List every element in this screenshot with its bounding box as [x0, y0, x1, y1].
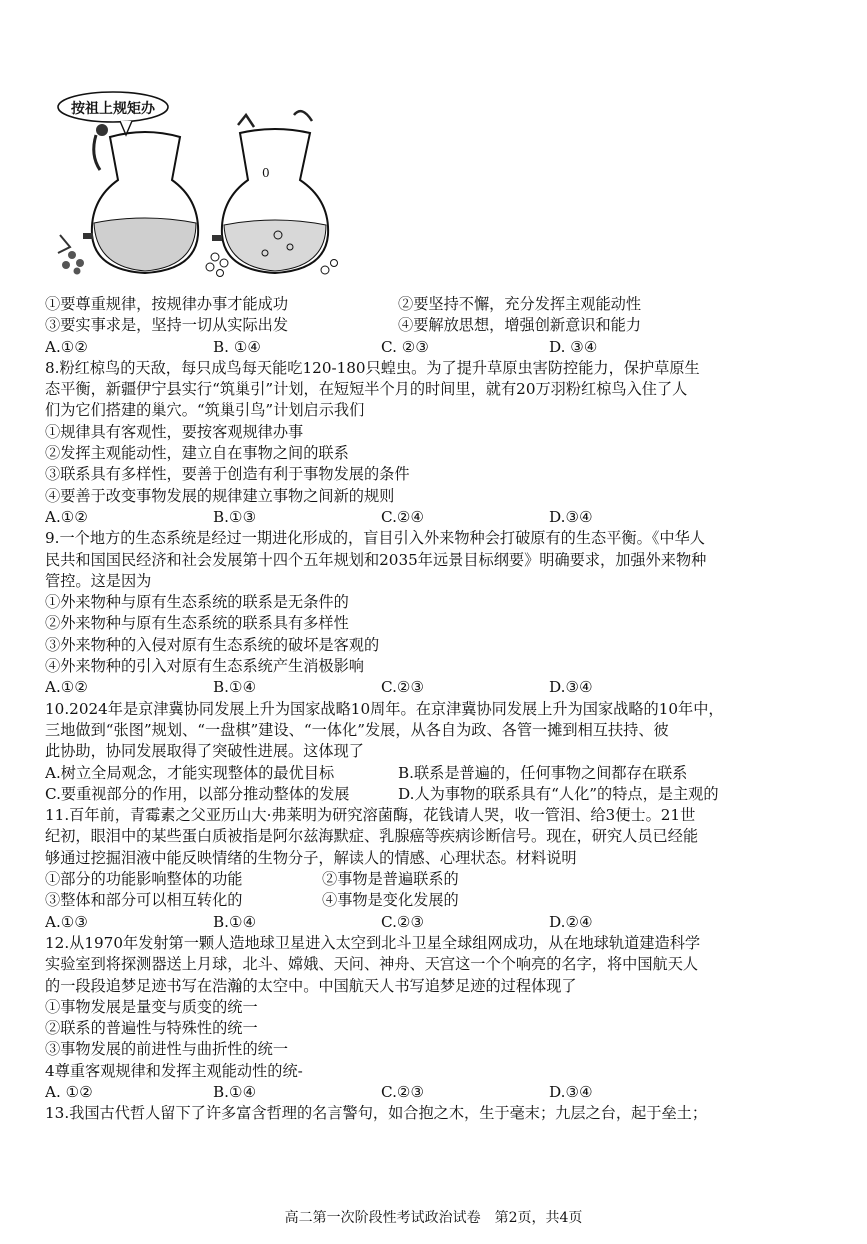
- q9-stem-line-2: 民共和国国民经济和社会发展第十四个五年规划和2035年远景目标纲要》明确要求，加强外来物种: [45, 550, 707, 569]
- q7-option-4: ④要解放思想，增强创新意识和能力: [398, 316, 641, 335]
- q11-choice-b: B.①④: [213, 912, 257, 931]
- cartoon-illustration: [50, 85, 350, 285]
- left-flask-icon: [58, 124, 198, 275]
- q12-stem-line-2: 实验室到将探测器送上月球，北斗、嫦娥、天问、神舟、天宫这一个个响亮的名字，将中国航天人: [45, 955, 699, 974]
- q12-option-3: ③事物发展的前进性与曲折性的统一: [45, 1040, 288, 1059]
- q8-option-1: ①规律具有客观性，要按客观规律办事: [45, 422, 304, 441]
- q12-stem-line-1: 12.从1970年发射第一颗人造地球卫星进入太空到北斗卫星全球组网成功，从在地球轨道建造科学: [45, 933, 701, 952]
- q9-choice-b: B.①④: [213, 678, 257, 697]
- q11-option-1: ①部分的功能影响整体的功能: [45, 870, 243, 889]
- q7-option-2: ②要坚持不懈，充分发挥主观能动性: [398, 295, 641, 313]
- q10-choice-b: B.联系是普遍的，任何事物之间都存在联系: [398, 763, 688, 782]
- q12-choice-a: A. ①②: [45, 1082, 93, 1101]
- q9-choice-c: C.②③: [381, 678, 425, 697]
- q9-option-4: ④外来物种的引入对原有生态系统产生消极影响: [45, 657, 364, 676]
- q10-choice-c: C.要重视部分的作用，以部分推动整体的发展: [45, 784, 350, 803]
- q11-option-2: ②事物是普遍联系的: [322, 870, 459, 889]
- q11-options-row-2: [45, 890, 835, 911]
- right-flask-icon: [206, 111, 338, 276]
- speech-bubble-text: 按祖上规矩办: [71, 101, 155, 117]
- q8-option-4: ④要善于改变事物发展的规律建立事物之间新的规则: [45, 486, 395, 505]
- q11-choice-c: C.②③: [381, 912, 425, 931]
- q9-choices: [45, 677, 835, 698]
- q12-option-1: ①事物发展是量变与质变的统一: [45, 997, 258, 1016]
- q11-stem-line-2: 纪初，眼泪中的某些蛋白质被指是阿尔兹海默症、乳腺癌等疾病诊断信号。现在，研究人员已经能: [45, 827, 699, 846]
- q8-choice-a: A.①②: [45, 507, 89, 526]
- q8-choices: [45, 507, 835, 528]
- q11-stem-line-1: 11.百年前，青霉素之父亚历山大·弗莱明为研究溶菌酶，花钱请人哭，收一管泪、给3便士。21世: [45, 806, 696, 825]
- q9-choice-d: D.③④: [549, 678, 593, 697]
- q7-choice-b: B. ①④: [213, 337, 262, 356]
- q11-choice-d: D.②④: [549, 912, 593, 931]
- q10-choices-row-2: [45, 784, 835, 805]
- q10-choice-a: A.树立全局观念，才能实现整体的最优目标: [45, 763, 335, 782]
- q11-options-row-1: [45, 869, 835, 890]
- q11-option-4: ④事物是变化发展的: [322, 891, 459, 910]
- q12-choice-c: C.②③: [381, 1082, 425, 1101]
- q9-stem-line-1: 9.一个地方的生态系统是经过一期进化形成的，盲目引入外来物种会打破原有的生态平衡。《中华人: [45, 529, 705, 548]
- q8-choice-d: D.③④: [549, 507, 593, 526]
- q7-choice-c: C. ②③: [381, 337, 429, 356]
- page-footer: 高二第一次阶段性考试政治试卷 第2页，共4页: [284, 1210, 583, 1226]
- q8-stem-line-1: 8.粉红椋鸟的天敌，每只成鸟每天能吃120-180只蝗虫。为了提升草原虫害防控能力，保护草原生: [45, 358, 700, 377]
- q10-choice-d: D.人为事物的联系具有“人化”的特点，是主观的: [398, 784, 719, 803]
- q12-choices: [45, 1082, 835, 1103]
- speech-bubble: [58, 92, 168, 135]
- q8-choice-c: C.②④: [381, 507, 425, 526]
- q9-stem-line-3: 管控。这是因为: [45, 571, 152, 590]
- q7-options-row-2: [45, 315, 835, 336]
- q9-option-2: ②外来物种与原有生态系统的联系具有多样性: [45, 614, 349, 633]
- q12-choice-d: D.③④: [549, 1082, 593, 1101]
- q7-choice-a: A.①②: [45, 337, 89, 356]
- q11-choice-a: A.①③: [45, 912, 89, 931]
- q9-option-3: ③外来物种的入侵对原有生态系统的破坏是客观的: [45, 635, 380, 654]
- q9-choice-a: A.①②: [45, 678, 89, 697]
- q7-options-row-1: [45, 294, 835, 315]
- q7-option-1: ①要尊重规律，按规律办事才能成功: [45, 295, 288, 313]
- q11-choices: [45, 912, 835, 933]
- q10-stem-line-1: 10.2024年是京津冀协同发展上升为国家战略10周年。在京津冀协同发展上升为国家战略的10年中，: [45, 699, 724, 718]
- q9-option-1: ①外来物种与原有生态系统的联系是无条件的: [45, 593, 349, 612]
- q12-stem-line-3: 的一段段追梦足迹书写在浩瀚的太空中。中国航天人书写追梦足迹的过程体现了: [45, 976, 577, 995]
- q11-option-3: ③整体和部分可以相互转化的: [45, 891, 243, 910]
- q12-option-4: 4尊重客观规律和发挥主观能动性的统-: [45, 1061, 303, 1080]
- q12-choice-b: B.①④: [213, 1082, 257, 1101]
- svg-text:0: 0: [262, 166, 270, 180]
- q11-stem-line-3: 够通过挖掘泪液中能反映情绪的生物分子，解读人的情感、心理状态。材料说明: [45, 848, 577, 867]
- q8-stem-line-3: 们为它们搭建的巢穴。“筑巢引鸟”计划启示我们: [45, 401, 365, 420]
- q10-stem-line-2: 三地做到“张图”规划、“一盘棋”建设、“一体化”发展，从各自为政、各管一摊到相互扶持、彼: [45, 720, 669, 739]
- q10-choices-row-1: [45, 763, 835, 784]
- q12-option-2: ②联系的普遍性与特殊性的统一: [45, 1019, 258, 1038]
- q7-choice-d: D. ③④: [549, 337, 598, 356]
- q7-choices: [45, 337, 835, 358]
- q8-option-2: ②发挥主观能动性，建立自在事物之间的联系: [45, 444, 349, 463]
- q13-stem-line-1: 13.我国古代哲人留下了许多富含哲理的名言警句，如合抱之木，生于毫末；九层之台，起于垒土；: [45, 1104, 708, 1123]
- q8-stem-line-2: 态平衡，新疆伊宁县实行“筑巢引”计划，在短短半个月的时间里，就有20万羽粉红椋鸟入住了人: [45, 380, 688, 399]
- q8-option-3: ③联系具有多样性，要善于创造有利于事物发展的条件: [45, 465, 410, 484]
- question-content: [45, 294, 835, 1125]
- q10-stem-line-3: 此协助，协同发展取得了突破性进展。这体现了: [45, 742, 364, 761]
- q7-option-3: ③要实事求是，坚持一切从实际出发: [45, 316, 288, 335]
- q8-choice-b: B.①③: [213, 507, 257, 526]
